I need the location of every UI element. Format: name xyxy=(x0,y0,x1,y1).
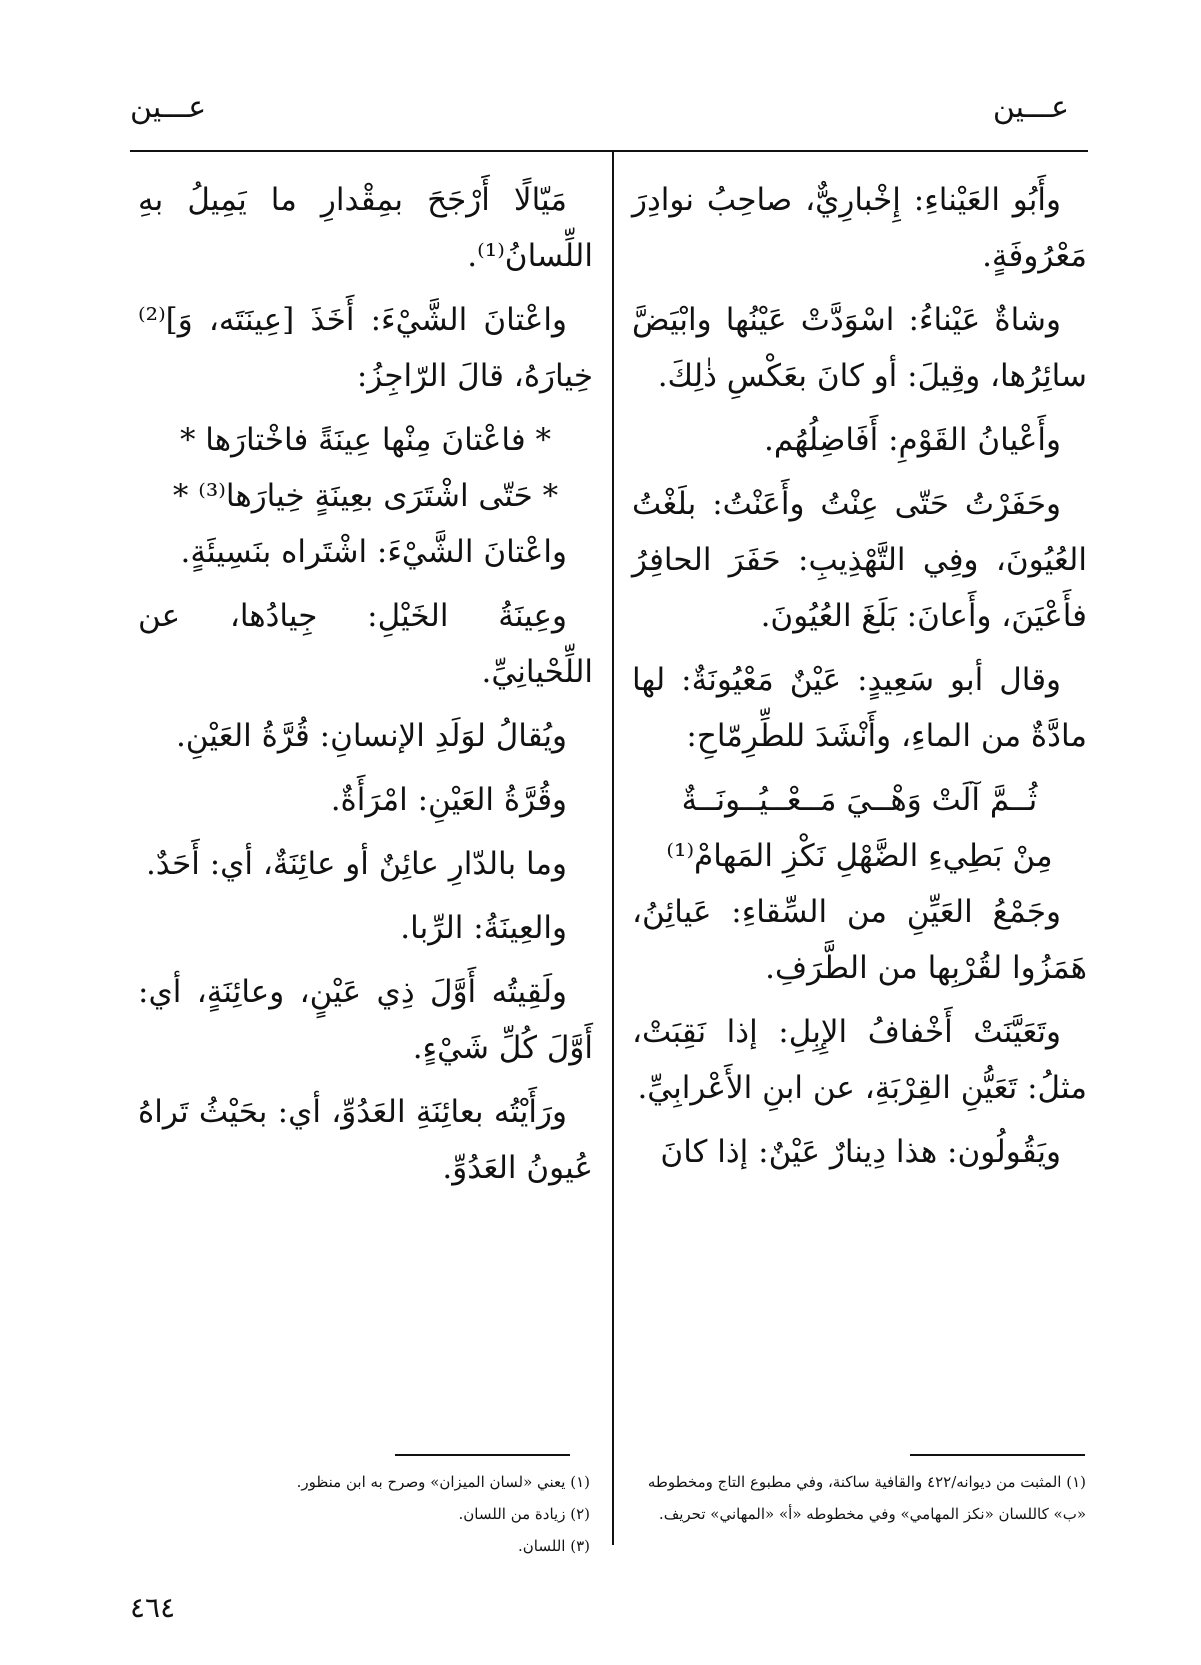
entry-paragraph: واعْتانَ الشَّيْءَ: اشْتَراه بنَسِيئَةٍ. xyxy=(180,534,567,570)
verse-line: ثُــمَّ آلَتْ وَهْــيَ مَــعْــيُــونَــةٌ xyxy=(681,782,1038,818)
entry-paragraph: ويُقالُ لوَلَدِ الإنسانِ: قُرَّةُ العَيْنِ. xyxy=(175,718,567,754)
entry-paragraph: واعْتانَ الشَّيْءَ: أَخَذَ [عِينَتَه، وَ]⁽²⁾ خِيارَهُ، قالَ الرّاجِزُ: xyxy=(138,302,593,394)
entry-paragraph: وحَفَرْتُ حَتّى عِنْتُ وأَعَنْتُ: بلَغْتُ العُيُونَ، وفِي التَّهْذِيبِ: حَفَرَ الحافِرُ فأَعْيَنَ، وأَعانَ: بَلَغَ العُيُونَ. xyxy=(632,486,1087,634)
footnote-rule-left xyxy=(395,1454,570,1456)
right-column xyxy=(632,172,1087,1188)
entry-paragraph: وتَعَيَّنَتْ أَخْفافُ الإِبِلِ: إذا نَقِبَتْ، مثلُ: تَعَيُّنِ القِرْبَةِ، عن ابنِ الأَعْرابِيِّ. xyxy=(632,1014,1087,1106)
footnotes-left xyxy=(140,1466,590,1562)
footnote: (١) يعني «لسان الميزان» وصرح به ابن منظور. xyxy=(296,1473,590,1491)
footnote-rule-right xyxy=(910,1454,1085,1456)
verse-line: مِنْ بَطِيءِ الضَّهْلِ نَكْزِ المَهامْ⁽¹⁾ xyxy=(666,838,1053,874)
entry-paragraph: وشاةٌ عَيْناءُ: اسْوَدَّتْ عَيْنُها وابْيَضَّ سائِرُها، وقِيلَ: أو كانَ بعَكْسِ ذٰلِكَ. xyxy=(632,302,1087,394)
entry-paragraph: وجَمْعُ العَيِّنِ من السِّقاءِ: عَيائِنُ، هَمَزُوا لقُرْبِها من الطَّرَفِ. xyxy=(632,894,1087,986)
entry-paragraph: مَيّالًا أَرْجَحَ بمِقْدارِ ما يَمِيلُ بهِ اللِّسانُ⁽¹⁾. xyxy=(138,182,593,274)
entry-paragraph: وأَعْيانُ القَوْمِ: أَفَاضِلُهُم. xyxy=(764,422,1061,458)
header-rule xyxy=(130,150,1088,152)
page-number: ٤٦٤ xyxy=(130,1591,176,1624)
footnote: (١) المثبت من ديوانه/٤٢٢ والقافية ساكنة، وفي مطبوع التاج ومخطوطه «ب» كاللسان «نكز المهامي» وفي مخطوطه «أ» «المهاني» تحريف. xyxy=(647,1473,1086,1523)
entry-paragraph: ولَقِيتُه أَوَّلَ ذِي عَيْنٍ، وعائِنَةٍ، أي: أَوَّلَ كُلِّ شَيْءٍ. xyxy=(138,974,593,1066)
entry-paragraph: وما بالدّارِ عائِنٌ أو عائِنَةٌ، أي: أَحَدٌ. xyxy=(145,846,567,882)
footnote: (٢) زيادة من اللسان. xyxy=(458,1505,590,1523)
footnote: (٣) اللسان. xyxy=(518,1537,590,1555)
left-column xyxy=(138,172,593,1204)
verse-line: * فاعْتانَ مِنْها عِينَةً فاخْتارَها * xyxy=(179,422,552,458)
entry-paragraph: والعِينَةُ: الرِّبا. xyxy=(400,910,567,946)
running-header-right: عـــين xyxy=(992,90,1069,125)
entry-paragraph: وقُرَّةُ العَيْنِ: امْرَأَةٌ. xyxy=(330,782,567,818)
footnotes-right xyxy=(636,1466,1086,1530)
entry-paragraph: وعِينَةُ الخَيْلِ: جِيادُها، عن اللِّحْيانِيِّ. xyxy=(138,598,593,690)
entry-paragraph: ورَأَيْتُه بعائِنَةِ العَدُوِّ، أي: بحَيْثُ تَراهُ عُيونُ العَدُوِّ. xyxy=(138,1094,593,1186)
verse-line: * حَتّى اشْتَرَى بعِينَةٍ خِيارَها⁽³⁾ * xyxy=(172,478,559,514)
running-header-left: عـــين xyxy=(130,90,207,125)
column-divider xyxy=(612,152,614,1545)
entry-paragraph: ويَقُولُون: هذا دِينارٌ عَيْنٌ: إذا كانَ xyxy=(660,1134,1061,1170)
entry-paragraph: وأَبُو العَيْناءِ: إِخْبارِيٌّ، صاحِبُ نوادِرَ مَعْرُوفَةٍ. xyxy=(632,182,1087,274)
entry-paragraph: وقال أبو سَعِيدٍ: عَيْنٌ مَعْيُونَةٌ: لها مادَّةٌ من الماءِ، وأَنْشَدَ للطِّرِمّاحِ: xyxy=(632,662,1087,754)
